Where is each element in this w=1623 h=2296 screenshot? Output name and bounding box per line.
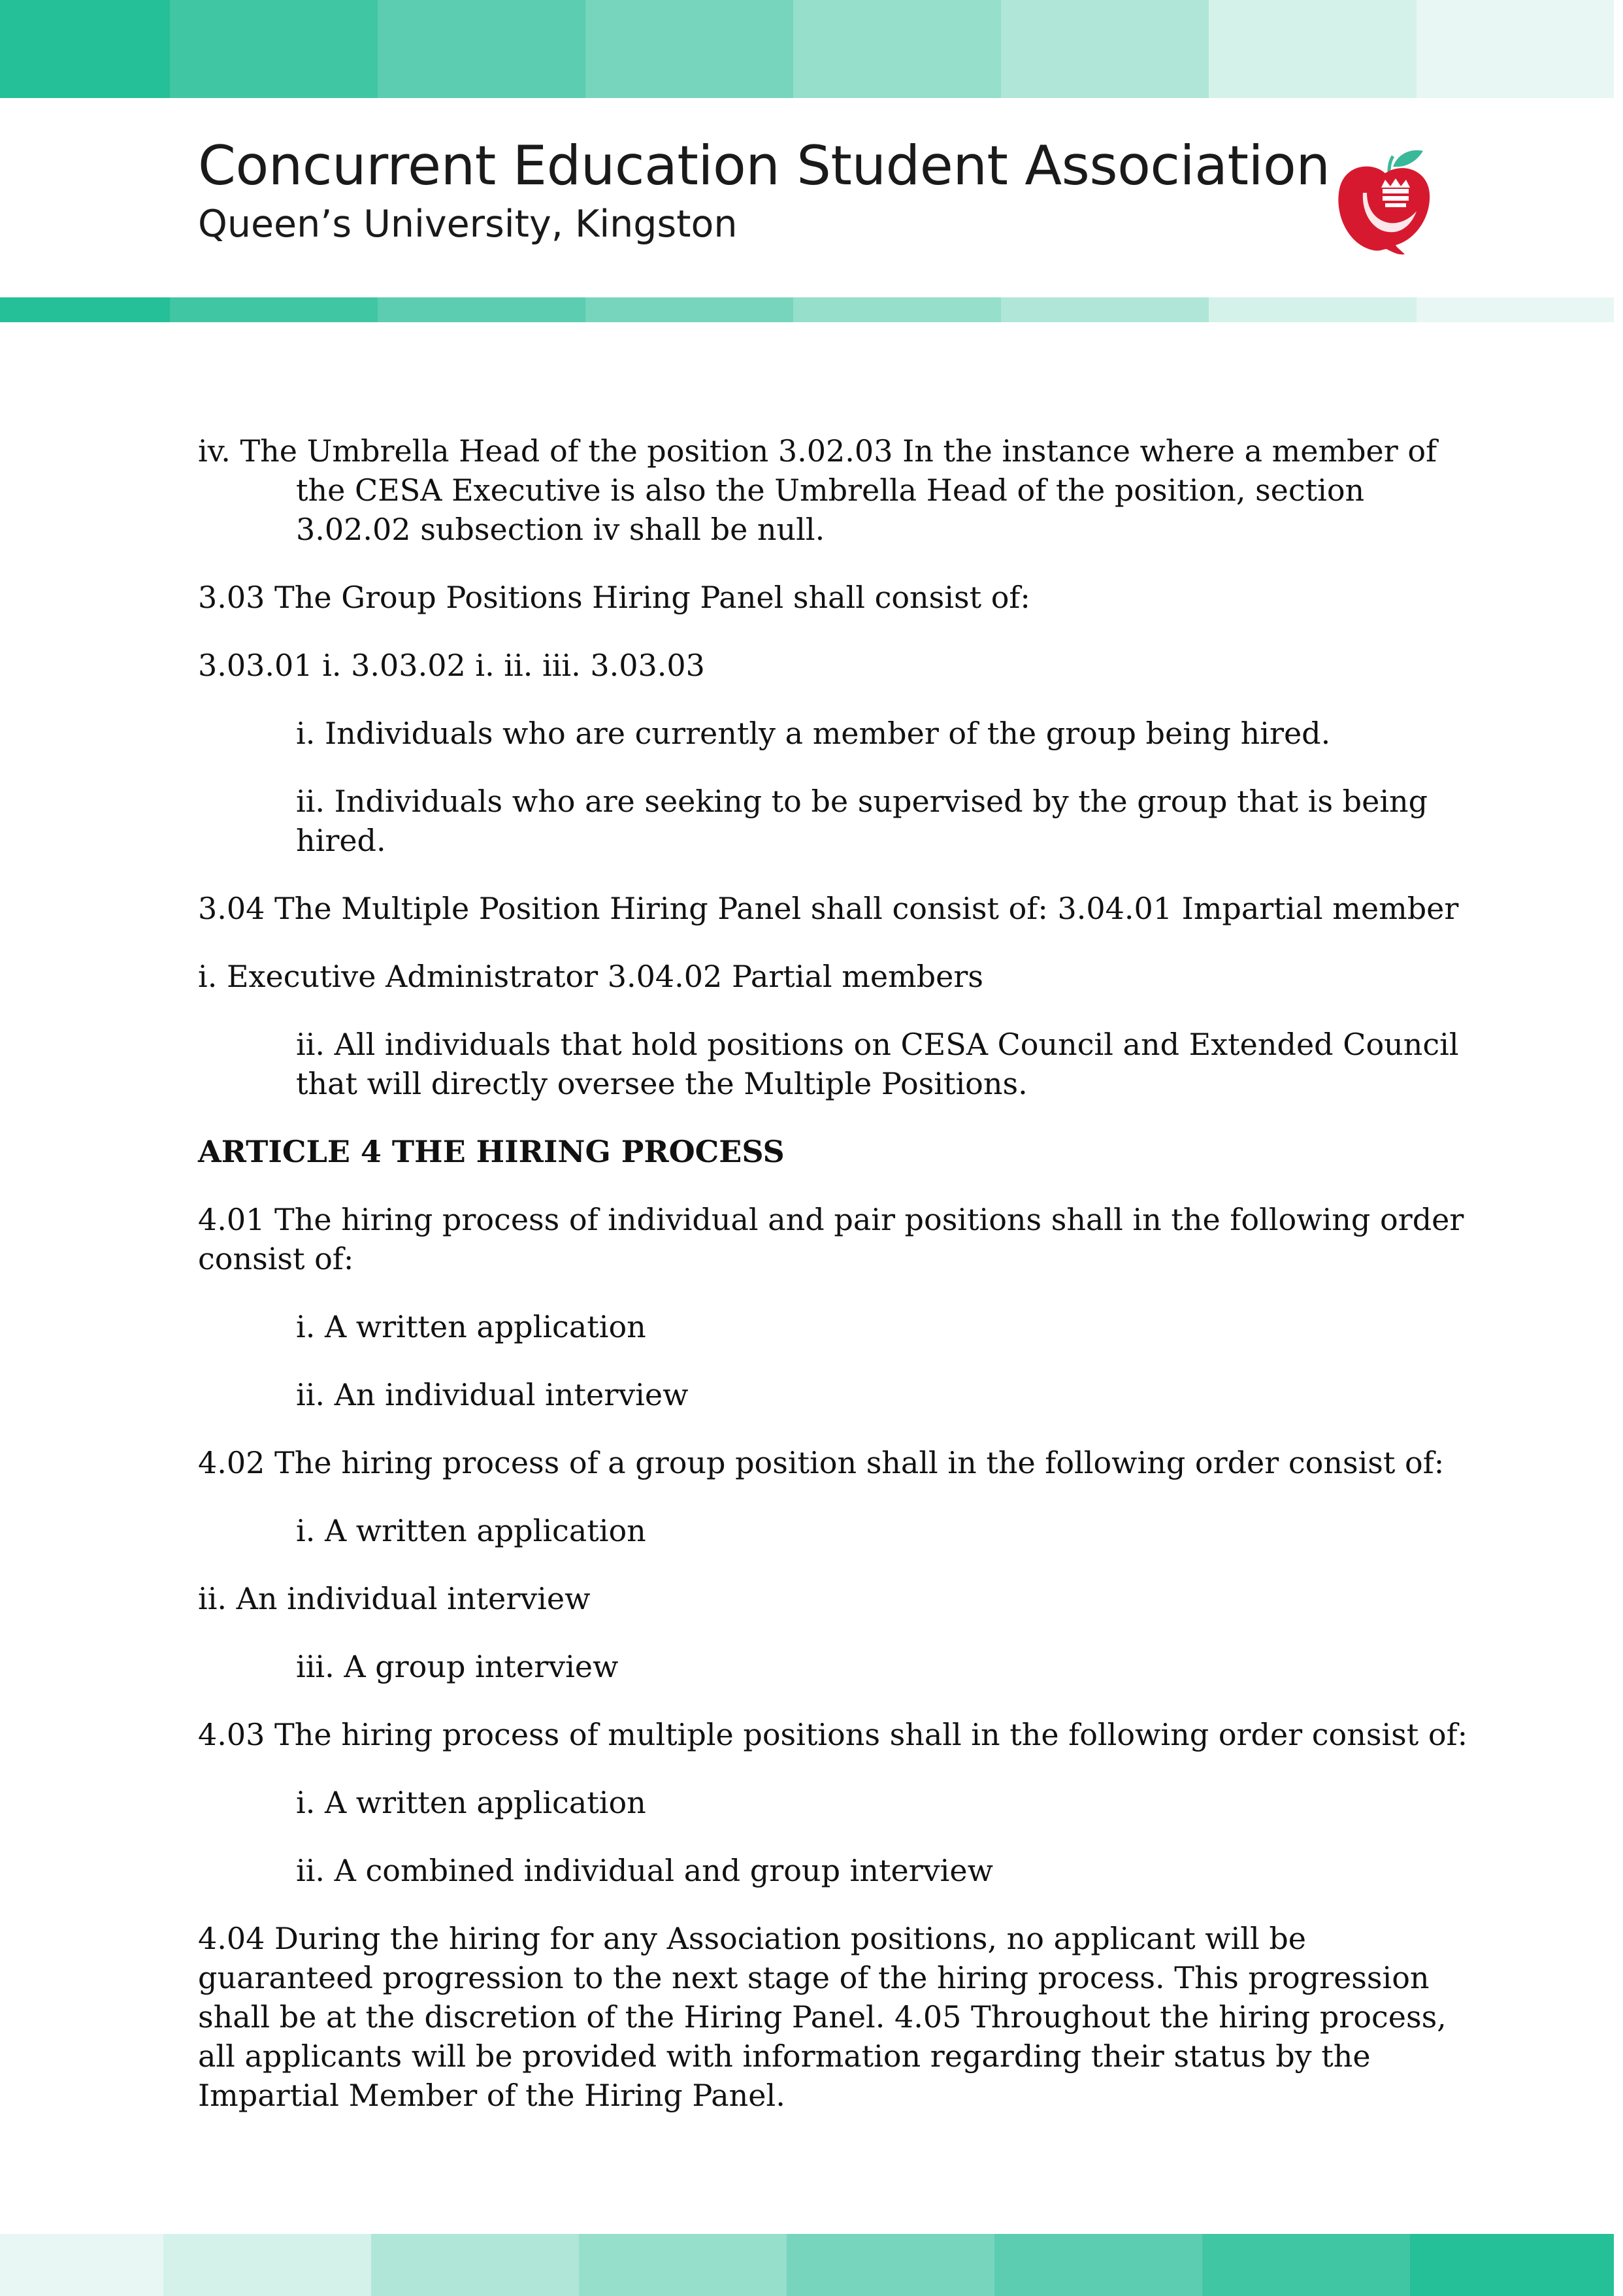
- band-segment: [579, 2234, 787, 2296]
- band-segment: [0, 2234, 163, 2296]
- paragraph: ii. An individual interview: [198, 1581, 591, 1616]
- band-segment: [994, 2234, 1202, 2296]
- apple-stem: [1389, 156, 1393, 172]
- band-segment: [170, 0, 378, 98]
- band-segment: [585, 297, 793, 322]
- band-segment: [793, 0, 1001, 98]
- header-divider-band: [0, 297, 1614, 322]
- paragraph: ii. Individuals who are seeking to be supervised by the group that is being hired.: [296, 784, 1428, 858]
- apple-crown-logo: [1333, 147, 1437, 258]
- paragraph: i. A written application: [296, 1785, 646, 1820]
- band-segment: [787, 2234, 994, 2296]
- footer-color-band: [0, 2234, 1614, 2296]
- top-color-band: [0, 0, 1614, 98]
- band-segment: [378, 0, 585, 98]
- paragraph: 3.03 The Group Positions Hiring Panel shall consist of:: [198, 580, 1030, 615]
- band-segment: [1202, 2234, 1410, 2296]
- paragraph: i. A written application: [296, 1309, 646, 1344]
- band-segment: [1417, 297, 1614, 322]
- band-segment: [1209, 0, 1417, 98]
- paragraph: 3.03.01 i. 3.03.02 i. ii. iii. 3.03.03: [198, 648, 705, 683]
- paragraph: i. A written application: [296, 1513, 646, 1548]
- paragraph: i. Executive Administrator 3.04.02 Partial members: [198, 959, 983, 994]
- university-name: Queen’s University, Kingston: [198, 203, 738, 246]
- paragraph: 4.02 The hiring process of a group position shall in the following order consist of:: [198, 1445, 1445, 1480]
- apple-leaf-icon: [1393, 150, 1423, 167]
- paragraph: 4.03 The hiring process of multiple positions shall in the following order consist of:: [198, 1717, 1468, 1752]
- organization-name: Concurrent Education Student Association: [198, 134, 1330, 197]
- apple-body: [1338, 167, 1430, 255]
- band-segment: [378, 297, 585, 322]
- paragraph: iv. The Umbrella Head of the position 3.02.03 In the instance where a member of the CESA Executive is also the Umbrella Head of the position, section 3.02.02 subsection iv shall be null.: [198, 433, 1437, 547]
- paragraph: i. Individuals who are currently a member of the group being hired.: [296, 716, 1331, 751]
- band-segment: [585, 0, 793, 98]
- article-heading: ARTICLE 4 THE HIRING PROCESS: [198, 1134, 785, 1169]
- band-segment: [1001, 0, 1209, 98]
- paragraph: ii. All individuals that hold positions on CESA Council and Extended Council that will directly oversee the Multiple Positions.: [296, 1027, 1459, 1101]
- paragraph: ii. An individual interview: [296, 1377, 689, 1412]
- band-segment: [1417, 0, 1614, 98]
- band-segment: [793, 297, 1001, 322]
- paragraph: ii. A combined individual and group interview: [296, 1853, 993, 1888]
- band-segment: [170, 297, 378, 322]
- paragraph: 4.01 The hiring process of individual and pair positions shall in the following order consist of:: [198, 1202, 1464, 1276]
- band-segment: [371, 2234, 579, 2296]
- band-segment: [0, 297, 170, 322]
- band-segment: [1209, 297, 1417, 322]
- band-segment: [1410, 2234, 1614, 2296]
- band-segment: [1001, 297, 1209, 322]
- paragraph: iii. A group interview: [296, 1649, 619, 1684]
- paragraph: 4.04 During the hiring for any Association positions, no applicant will be guaranteed progression to the next stage of the hiring process. This progression shall be at the discretion of the Hiring Panel. 4.05 Throughout the hiring process, all applicants will be provided with information regarding their status by the Impartial Member of the Hiring Panel.: [198, 1921, 1447, 2113]
- letterhead: [198, 134, 1330, 246]
- band-segment: [0, 0, 170, 98]
- band-segment: [163, 2234, 371, 2296]
- document-body: [198, 431, 1472, 2144]
- paragraph: 3.04 The Multiple Position Hiring Panel shall consist of: 3.04.01 Impartial member: [198, 891, 1459, 926]
